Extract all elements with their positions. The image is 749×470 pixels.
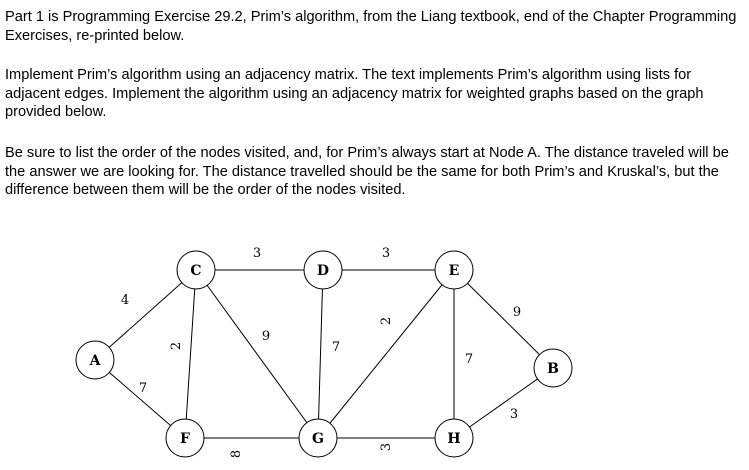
node-h-label: H bbox=[447, 431, 461, 447]
node-h bbox=[435, 419, 473, 457]
node-e bbox=[435, 251, 473, 289]
node-d-label: D bbox=[316, 263, 330, 279]
paragraph-implementation-instructions: Implement Prim’s algorithm using an adjacency matrix. The text implements Prim’s algorithm using lists for adjacent edges. Implement the algorithm using an adjacency matrix for weighted graphs based on the graph provided below. bbox=[5, 67, 704, 120]
node-b-label: B bbox=[547, 361, 559, 377]
weight-d-e: 3 bbox=[381, 246, 391, 261]
weight-e-h: 7 bbox=[464, 352, 474, 367]
node-g bbox=[299, 419, 337, 457]
edge-c-g bbox=[196, 270, 318, 438]
edge-c-f bbox=[185, 270, 196, 438]
paragraph-exercise-intro: Part 1 is Programming Exercise 29.2, Prim’s algorithm, from the Liang textbook, end of the Chapter Programming Exercises, re-printed below. bbox=[5, 9, 737, 44]
node-d bbox=[304, 251, 342, 289]
node-f bbox=[166, 419, 204, 457]
edge-d-g bbox=[318, 270, 323, 438]
weight-e-b: 9 bbox=[512, 305, 522, 320]
weight-c-d: 3 bbox=[252, 246, 262, 261]
weight-f-g: 8 bbox=[229, 449, 244, 459]
weight-h-b: 3 bbox=[509, 407, 519, 422]
paragraph-output-instructions: Be sure to list the order of the nodes visited, and, for Prim’s always start at Node A. The distance traveled will be the answer we are looking for. The distance travelled should be the same for both Prim’s and Kruskal’s, but the difference between them will be the order of the nodes visited. bbox=[5, 145, 729, 198]
weight-a-c: 4 bbox=[120, 293, 130, 308]
node-g-label: G bbox=[312, 431, 324, 447]
weight-c-g: 9 bbox=[261, 329, 271, 344]
node-b bbox=[534, 349, 572, 387]
node-a bbox=[76, 341, 114, 379]
weight-a-f: 7 bbox=[138, 381, 148, 396]
weight-g-h: 3 bbox=[379, 442, 394, 452]
weight-c-f: 2 bbox=[169, 341, 184, 351]
weight-d-g: 7 bbox=[331, 340, 341, 355]
node-c bbox=[177, 251, 215, 289]
weight-e-g: 2 bbox=[379, 316, 394, 326]
node-a-label: A bbox=[89, 353, 101, 369]
node-f-label: F bbox=[180, 431, 190, 447]
node-c-label: C bbox=[190, 263, 202, 279]
node-e-label: E bbox=[448, 263, 460, 279]
